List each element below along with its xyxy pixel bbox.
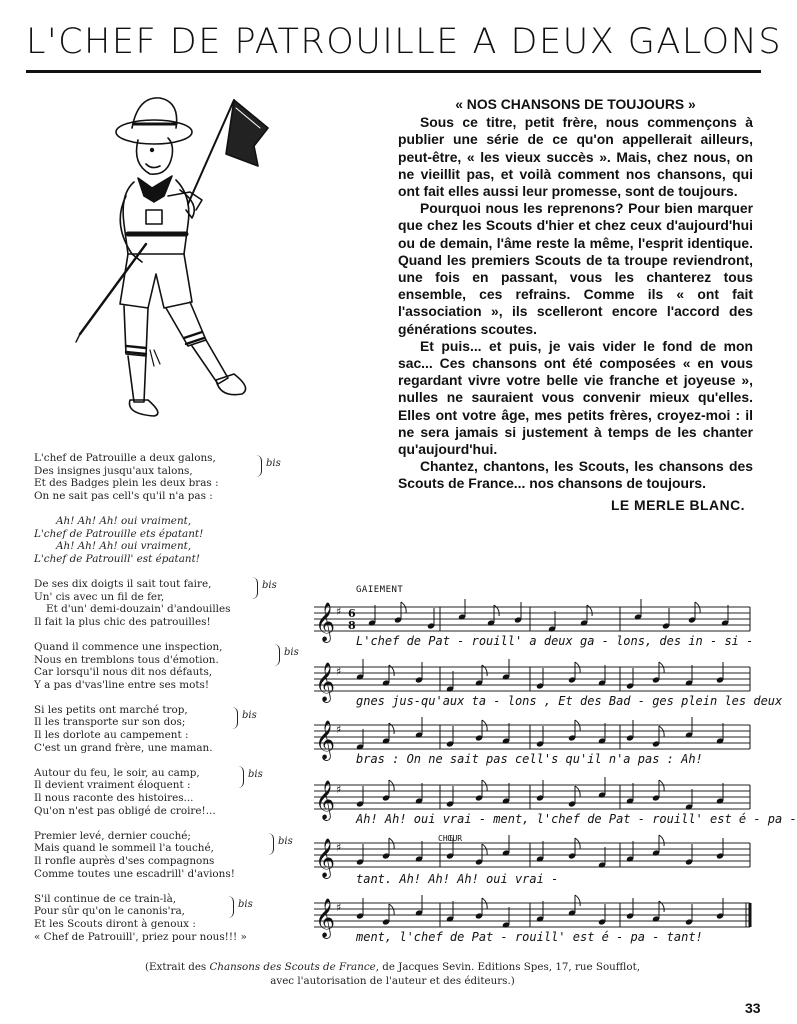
lyric-line: L'chef de Patrouill' est épatant! <box>34 552 200 565</box>
choeur-marking: CHŒUR <box>438 834 463 843</box>
score-lyric-line-6: ment, l'chef de Pat - rouill' est é - pa - tant! <box>356 930 703 944</box>
sharp-key-signature: ♯ <box>336 783 342 796</box>
note-flag <box>482 780 487 791</box>
lyric-line: S'il continue de ce train-là, <box>34 892 177 905</box>
bis-marker: bis <box>284 646 299 658</box>
lyric-line: Et des Badges plein les deux bras : <box>34 477 219 490</box>
time-signature-bottom: 8 <box>348 619 356 632</box>
note-flag <box>389 838 394 849</box>
lyric-line: Quand il commence une inspection, <box>34 640 223 653</box>
sharp-key-signature: ♯ <box>336 665 342 678</box>
article-paragraph-2: Pourquoi nous les reprenons? Pour bien marquer que chez les Scouts d'hier et chez ceux d'aujourd'hui ou de demain, l'âme reste la même, l'esprit identique. Quand les premiers Scouts de ta troupe reviendront, une fois en passant, vous les chanterez tous ensemble, ces refrains. Comme ils « ont fait l'association », ils scelleront encore l'accord des générations scoutes. <box>398 200 753 337</box>
lyric-line: Ah! Ah! Ah! oui vraiment, <box>56 514 192 527</box>
lyric-line: Et les Scouts diront à genoux : <box>34 917 196 930</box>
note-flag <box>389 780 394 791</box>
bis-marker: bis <box>262 579 277 591</box>
caption-line-2: avec l'autorisation de l'auteur et des éditeurs.) <box>270 975 515 987</box>
lyric-line: Y a pas d'vas'line entre ses mots! <box>34 678 210 691</box>
note-flag <box>482 898 487 909</box>
sharp-key-signature: ♯ <box>336 841 342 854</box>
lyric-line: On ne sait pas cell's qu'il n'a pas : <box>34 489 213 502</box>
sharp-key-signature: ♯ <box>336 605 342 618</box>
article-signature: LE MERLE BLANC. <box>610 496 745 513</box>
lyric-line: Si les petits ont marché trop, <box>34 703 188 716</box>
lyric-line: Ah! Ah! Ah! oui vraiment, <box>56 540 192 553</box>
lyric-line: Il les transporte sur son dos; <box>34 716 186 729</box>
treble-clef: 𝄞 <box>315 780 336 820</box>
lyric-line: Des insignes jusqu'aux talons, <box>34 464 193 477</box>
sharp-key-signature: ♯ <box>336 901 342 914</box>
stanza-3 <box>34 641 304 691</box>
tempo-marking: GAIEMENT <box>356 585 404 595</box>
sharp-key-signature: ♯ <box>336 723 342 736</box>
lyric-line: Et d'un' demi-douzain' d'andouilles <box>46 603 231 616</box>
note-flag <box>695 602 700 613</box>
note-flag <box>575 838 580 849</box>
title-rule <box>26 70 761 73</box>
page-number: 33 <box>745 1000 761 1016</box>
scout-chief-illustration <box>68 84 296 424</box>
source-caption <box>40 960 745 988</box>
treble-clef: 𝄞 <box>315 602 336 642</box>
lyric-line: C'est un grand frère, une maman. <box>34 741 213 754</box>
lyric-line: Autour du feu, le soir, au camp, <box>34 766 200 779</box>
lyric-line: L'chef de Patrouille ets épatant! <box>34 527 204 540</box>
lyric-line: De ses dix doigts il sait tout faire, <box>34 577 212 590</box>
lyric-line: Il ronfle auprès d'ses compagnons <box>34 855 215 867</box>
stanza-5 <box>34 767 304 817</box>
score-lyric-line-4: Ah! Ah! oui vrai - ment, l'chef de Pat - rouill' est é - pa - <box>356 812 797 826</box>
stanza-1 <box>34 452 304 502</box>
bis-marker: bis <box>242 709 257 721</box>
lyric-line: Il nous raconte des histoires... <box>34 792 194 805</box>
caption-work-title: Chansons des Scouts de France <box>209 961 376 973</box>
song-lyrics <box>34 452 304 956</box>
treble-clef: 𝄞 <box>315 838 336 878</box>
stanza-7 <box>34 893 304 943</box>
note-flag <box>482 720 487 731</box>
lyric-line: Premier levé, dernier couché; <box>34 829 191 842</box>
stanza-2 <box>34 578 304 628</box>
score-lyric-line-1: L'chef de Pat - rouill' a deux ga - lons, des in - si - <box>356 634 754 648</box>
treble-clef: 𝄞 <box>315 898 336 938</box>
stanza-4 <box>34 704 304 754</box>
score-lyric-line-2: gnes jus-qu'aux ta - lons , Et des Bad - ges plein les deux <box>356 694 783 708</box>
lyric-line: Qu'on n'est pas obligé de croire!... <box>34 804 216 817</box>
caption-post: , de Jacques Sevin. Editions Spes, 17, rue Soufflot, <box>375 961 640 973</box>
lyric-line: Comme toutes une escadrill' d'avions! <box>34 867 235 880</box>
lyric-line: Il fait la plus chic des patrouilles! <box>34 615 211 628</box>
refrain <box>34 515 304 565</box>
time-signature-top: 6 <box>348 607 356 620</box>
lyric-line: « Chef de Patrouill', priez pour nous!!! » <box>34 930 247 943</box>
note-flag <box>389 904 394 915</box>
note-flag <box>401 602 406 613</box>
lyric-line: Nous en tremblons tous d'émotion. <box>34 653 219 666</box>
lyric-line: Pour sûr qu'on le canonis'ra, <box>34 905 185 918</box>
note-flag <box>575 786 580 797</box>
note-flag <box>575 662 580 673</box>
article-paragraph-1: Sous ce titre, petit frère, nous commençons à publier une série de ce qu'on appellerait ailleurs, peut-être, « les vieux succès ». Mais, chez nous, on ne vieillit pas, et voilà comment nos chansons, qui ont fait elles aussi leur promesse, sont de toujours. <box>398 114 753 200</box>
treble-clef: 𝄞 <box>315 662 336 702</box>
lyric-line: L'chef de Patrouille a deux galons, <box>34 452 216 464</box>
page-title: L'CHEF DE PATROUILLE A DEUX GALONS <box>26 22 783 62</box>
article-paragraph-4: Chantez, chantons, les Scouts, les chansons des Scouts de France... nos chansons de toujours. <box>398 458 753 492</box>
bis-marker: bis <box>238 898 253 910</box>
bis-marker: bis <box>266 458 281 469</box>
bis-marker: bis <box>248 768 263 780</box>
article-heading: « NOS CHANSONS DE TOUJOURS » <box>455 96 696 112</box>
score-lyric-line-5: tant. Ah! Ah! Ah! oui vrai - <box>356 872 559 886</box>
article-paragraph-3: Et puis... et puis, je vais vider le fond de mon sac... Ces chansons ont été composées « en vous regardant vivre votre belle vie franche et joyeuse », nulles ne sauraient vous convenir mieux qu'elles. Elles ont votre âge, mes petits frères, croyez-moi : il ne sera jamais si justement à temps de les chanter qu'aujourd'hui. <box>398 337 753 458</box>
note-flag <box>575 720 580 731</box>
caption-pre: (Extrait des <box>144 961 210 973</box>
note-flag <box>659 780 664 791</box>
note-flag <box>575 895 580 906</box>
lyric-line: Mais quand le sommeil l'a touché, <box>34 842 214 855</box>
note-flag <box>659 726 664 737</box>
score-lyric-line-3: bras : On ne sait pas cell's qu'il n'a pas : Ah! <box>356 752 703 766</box>
stanza-6 <box>34 830 304 880</box>
bis-marker: bis <box>278 835 293 847</box>
lyric-line: Il les dorlote au campement : <box>34 729 189 742</box>
lyric-line: Il devient vraiment éloquent : <box>34 779 191 792</box>
note-flag <box>659 835 664 846</box>
lyric-line: Car lorsqu'il nous dit nos défauts, <box>34 666 213 679</box>
note-flag <box>482 844 487 855</box>
lyric-line: Un' cis avec un fil de fer, <box>34 590 165 603</box>
note-flag <box>659 662 664 673</box>
treble-clef: 𝄞 <box>315 720 336 760</box>
article <box>398 96 753 514</box>
